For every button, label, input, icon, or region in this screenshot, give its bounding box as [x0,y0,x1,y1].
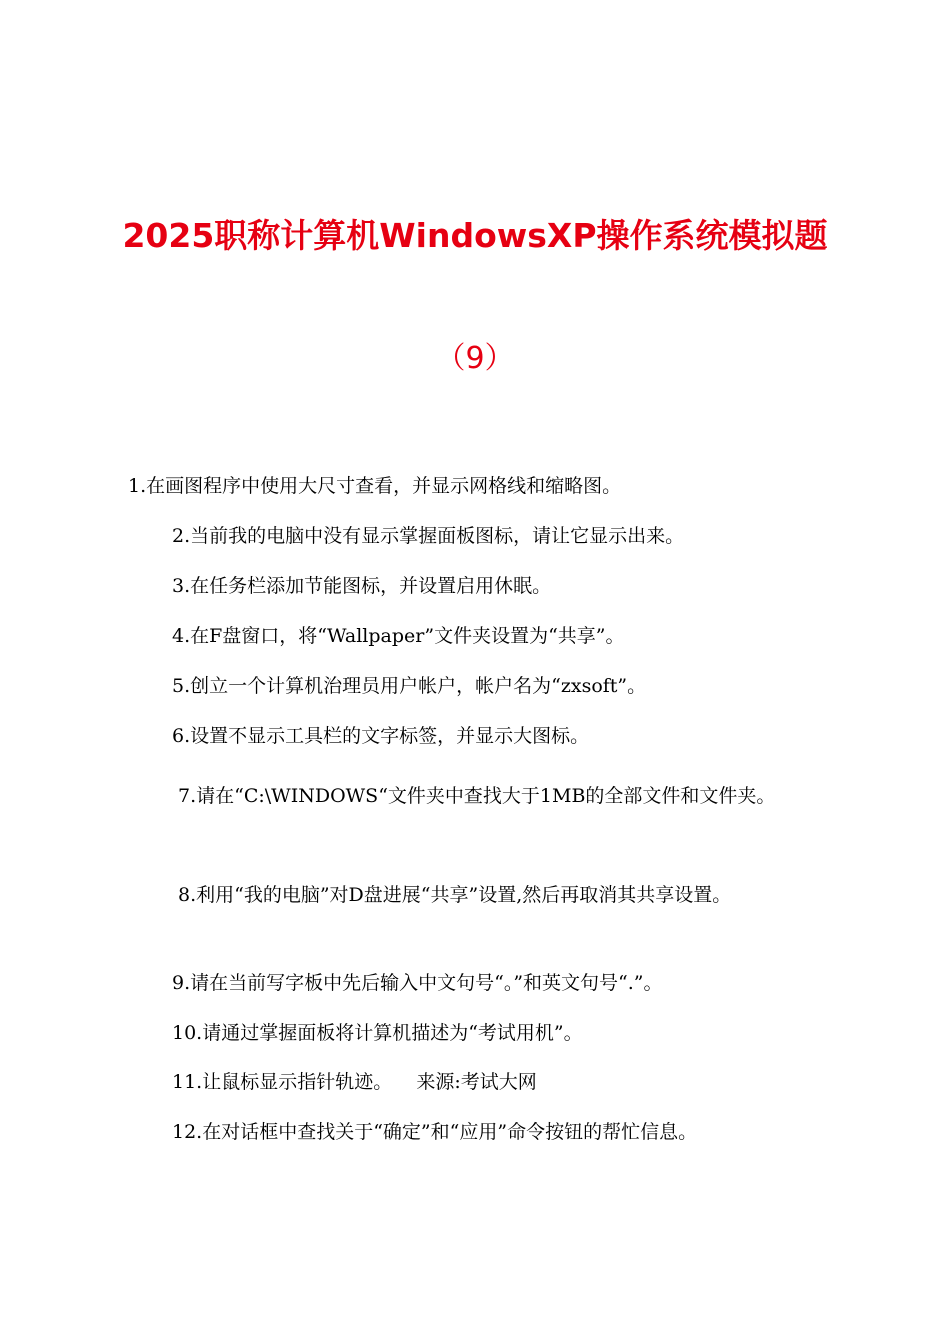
question-7-text: 7.请在“C:\WINDOWS“文件夹中查找大于1MB的全部文件和文件夹。 [178,785,776,807]
question-12: 12.在对话框中查找关于“确定”和“应用”命令按钮的帮忙信息。 [172,1121,698,1143]
question-9: 9.请在当前写字板中先后输入中文句号“。”和英文句号“.”。 [172,972,663,994]
question-4: 4.在F盘窗口，将“Wallpaper”文件夹设置为“共享”。 [172,625,625,647]
question-1: 1.在画图程序中使用大尺寸查看，并显示网格线和缩略图。 [128,475,622,497]
question-7 [128,771,831,821]
document-title: 2025职称计算机WindowsXP操作系统模拟题 [122,216,828,255]
question-8 [128,870,831,920]
question-3: 3.在任务栏添加节能图标，并设置启用休眠。 [172,575,552,597]
question-10: 10.请通过掌握面板将计算机描述为“考试用机”。 [172,1022,583,1044]
question-8-text: 8.利用“我的电脑”对D盘进展“共享”设置,然后再取消其共享设置。 [178,884,732,906]
document-title-number: （9） [435,341,515,376]
question-5: 5.创立一个计算机治理员用户帐户，帐户名为“zxsoft”。 [172,675,647,697]
question-2: 2.当前我的电脑中没有显示掌握面板图标，请让它显示出来。 [172,525,685,547]
question-11: 11.让鼠标显示指针轨迹。 来源:考试大网 [172,1071,537,1093]
question-6: 6.设置不显示工具栏的文字标签，并显示大图标。 [172,725,590,747]
